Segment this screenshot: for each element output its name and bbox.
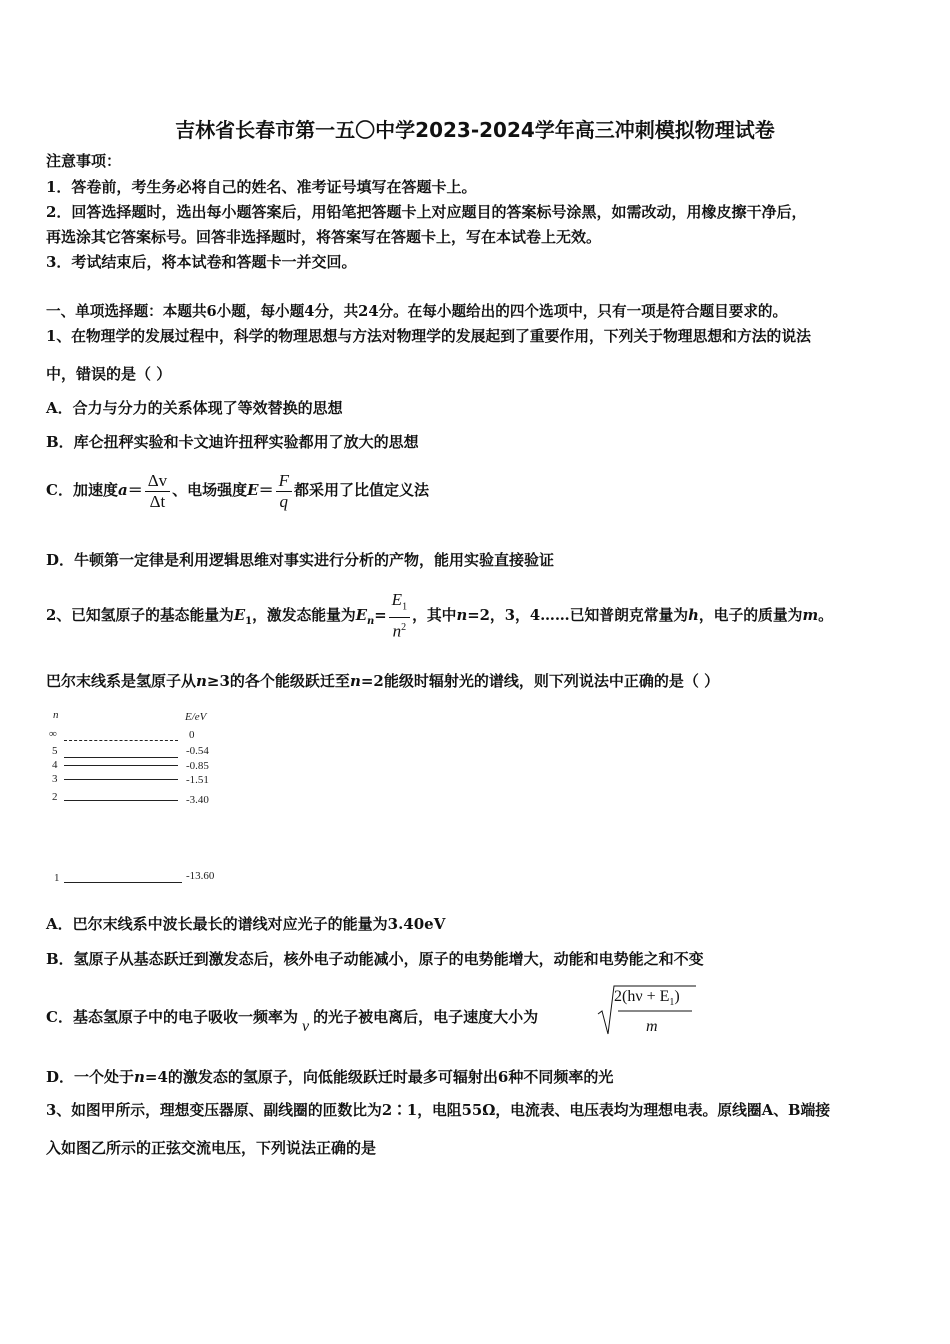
level-n: 4 <box>52 759 58 771</box>
sqrt-denominator: m <box>646 1018 658 1035</box>
level-n: 2 <box>52 791 58 803</box>
page-title: 吉林省长春市第一五〇中学2023-2024学年高三冲刺模拟物理试卷 <box>175 118 775 142</box>
frac-e1-n2: $\frac{E_1}{n^2}$ <box>389 590 410 642</box>
level-e: -0.54 <box>186 745 209 757</box>
sqrt-numerator: $2(h\nu + E_1)$ <box>614 988 680 1009</box>
level-line <box>64 779 178 780</box>
q1-stem-line2: 中，错误的是（ ） <box>46 365 172 383</box>
q1-option-c: C．加速度a＝ $\frac{\Delta v}{\Delta t}$ 、电场强度E＝ $\frac{F}{q}$ 都采用了比值定义法 <box>46 470 430 511</box>
q2-option-c: C．基态氢原子中的电子吸收一频率为ν的光子被电离后，电子速度大小为 <box>46 1008 539 1035</box>
frac-dv-dt: $\frac{\Delta v}{\Delta t}$ <box>145 471 170 512</box>
q3-stem-line2: 入如图乙所示的正弦交流电压，下列说法正确的是 <box>46 1139 377 1157</box>
q2-option-d: D．一个处于n=4的激发态的氢原子，向低能级跃迁时最多可辐射出6种不同频率的光 <box>46 1068 614 1086</box>
level-n: 3 <box>52 773 58 785</box>
level-line <box>64 757 178 758</box>
level-e: -0.85 <box>186 760 209 772</box>
level-n: 5 <box>52 745 58 757</box>
level-n: 1 <box>54 872 60 884</box>
q1-stem-line1: 1、在物理学的发展过程中，科学的物理思想与方法对物理学的发展起到了重要作用，下列关于物理思想和方法的说法 <box>46 328 811 345</box>
level-line <box>64 740 178 741</box>
level-e: -1.51 <box>186 774 209 786</box>
q2-option-b: B．氢原子从基态跃迁到激发态后，核外电子动能减小，原子的电势能增大，动能和电势能之和不变 <box>46 950 704 968</box>
q1-option-d: D．牛顿第一定律是利用逻辑思维对事实进行分析的产物，能用实验直接验证 <box>46 551 555 569</box>
notice-item-2-cont: 再选涂其它答案标号。回答非选择题时，将答案写在答题卡上，写在本试卷上无效。 <box>46 228 602 246</box>
level-line <box>64 882 182 883</box>
level-e: 0 <box>189 729 195 741</box>
level-e: -13.60 <box>186 870 215 882</box>
q3-stem-line1: 3、如图甲所示，理想变压器原、副线圈的匝数比为2∶1，电阻55Ω，电流表、电压表均为理想电表。原线圈A、B端接 <box>46 1102 831 1119</box>
diagram-e-label: E/eV <box>185 711 207 723</box>
q2-option-a: A．巴尔末线系中波长最长的谱线对应光子的能量为3.40eV <box>46 915 446 933</box>
notice-item-2: 2．回答选择题时，选出每小题答案后，用铅笔把答题卡上对应题目的答案标号涂黑，如需改动，用橡皮擦干净后， <box>46 203 807 221</box>
notice-heading: 注意事项： <box>46 152 122 170</box>
diagram-n-label: n <box>53 709 59 721</box>
notice-item-1: 1．答卷前，考生务必将自己的姓名、准考证号填写在答题卡上。 <box>46 178 477 196</box>
q1-option-a: A．合力与分力的关系体现了等效替换的思想 <box>46 399 343 417</box>
frac-f-q: $\frac{F}{q}$ <box>276 471 292 512</box>
section-heading: 一、单项选择题：本题共6小题，每小题4分，共24分。在每小题给出的四个选项中，只有一项是符合题目要求的。 <box>46 303 788 320</box>
q1-option-b: B．库仑扭秤实验和卡文迪许扭秤实验都用了放大的思想 <box>46 433 419 451</box>
notice-item-3: 3．考试结束后，将本试卷和答题卡一并交回。 <box>46 253 357 271</box>
level-n: ∞ <box>49 728 57 740</box>
q2-stem-line2: 巴尔末线系是氢原子从n≥3的各个能级跃迁至n=2能级时辐射光的谱线，则下列说法中正确的是（ ） <box>46 672 720 690</box>
level-e: -3.40 <box>186 794 209 806</box>
level-line <box>64 765 178 766</box>
level-line <box>64 800 178 801</box>
q2-stem: 2、已知氢原子的基态能量为$E_1$，激发态能量为$E_n=$ $\frac{E_1}{n^2}$ ，其中n=2，3，4……已知普朗克常量为h，电子的质量为m。 <box>46 590 833 642</box>
